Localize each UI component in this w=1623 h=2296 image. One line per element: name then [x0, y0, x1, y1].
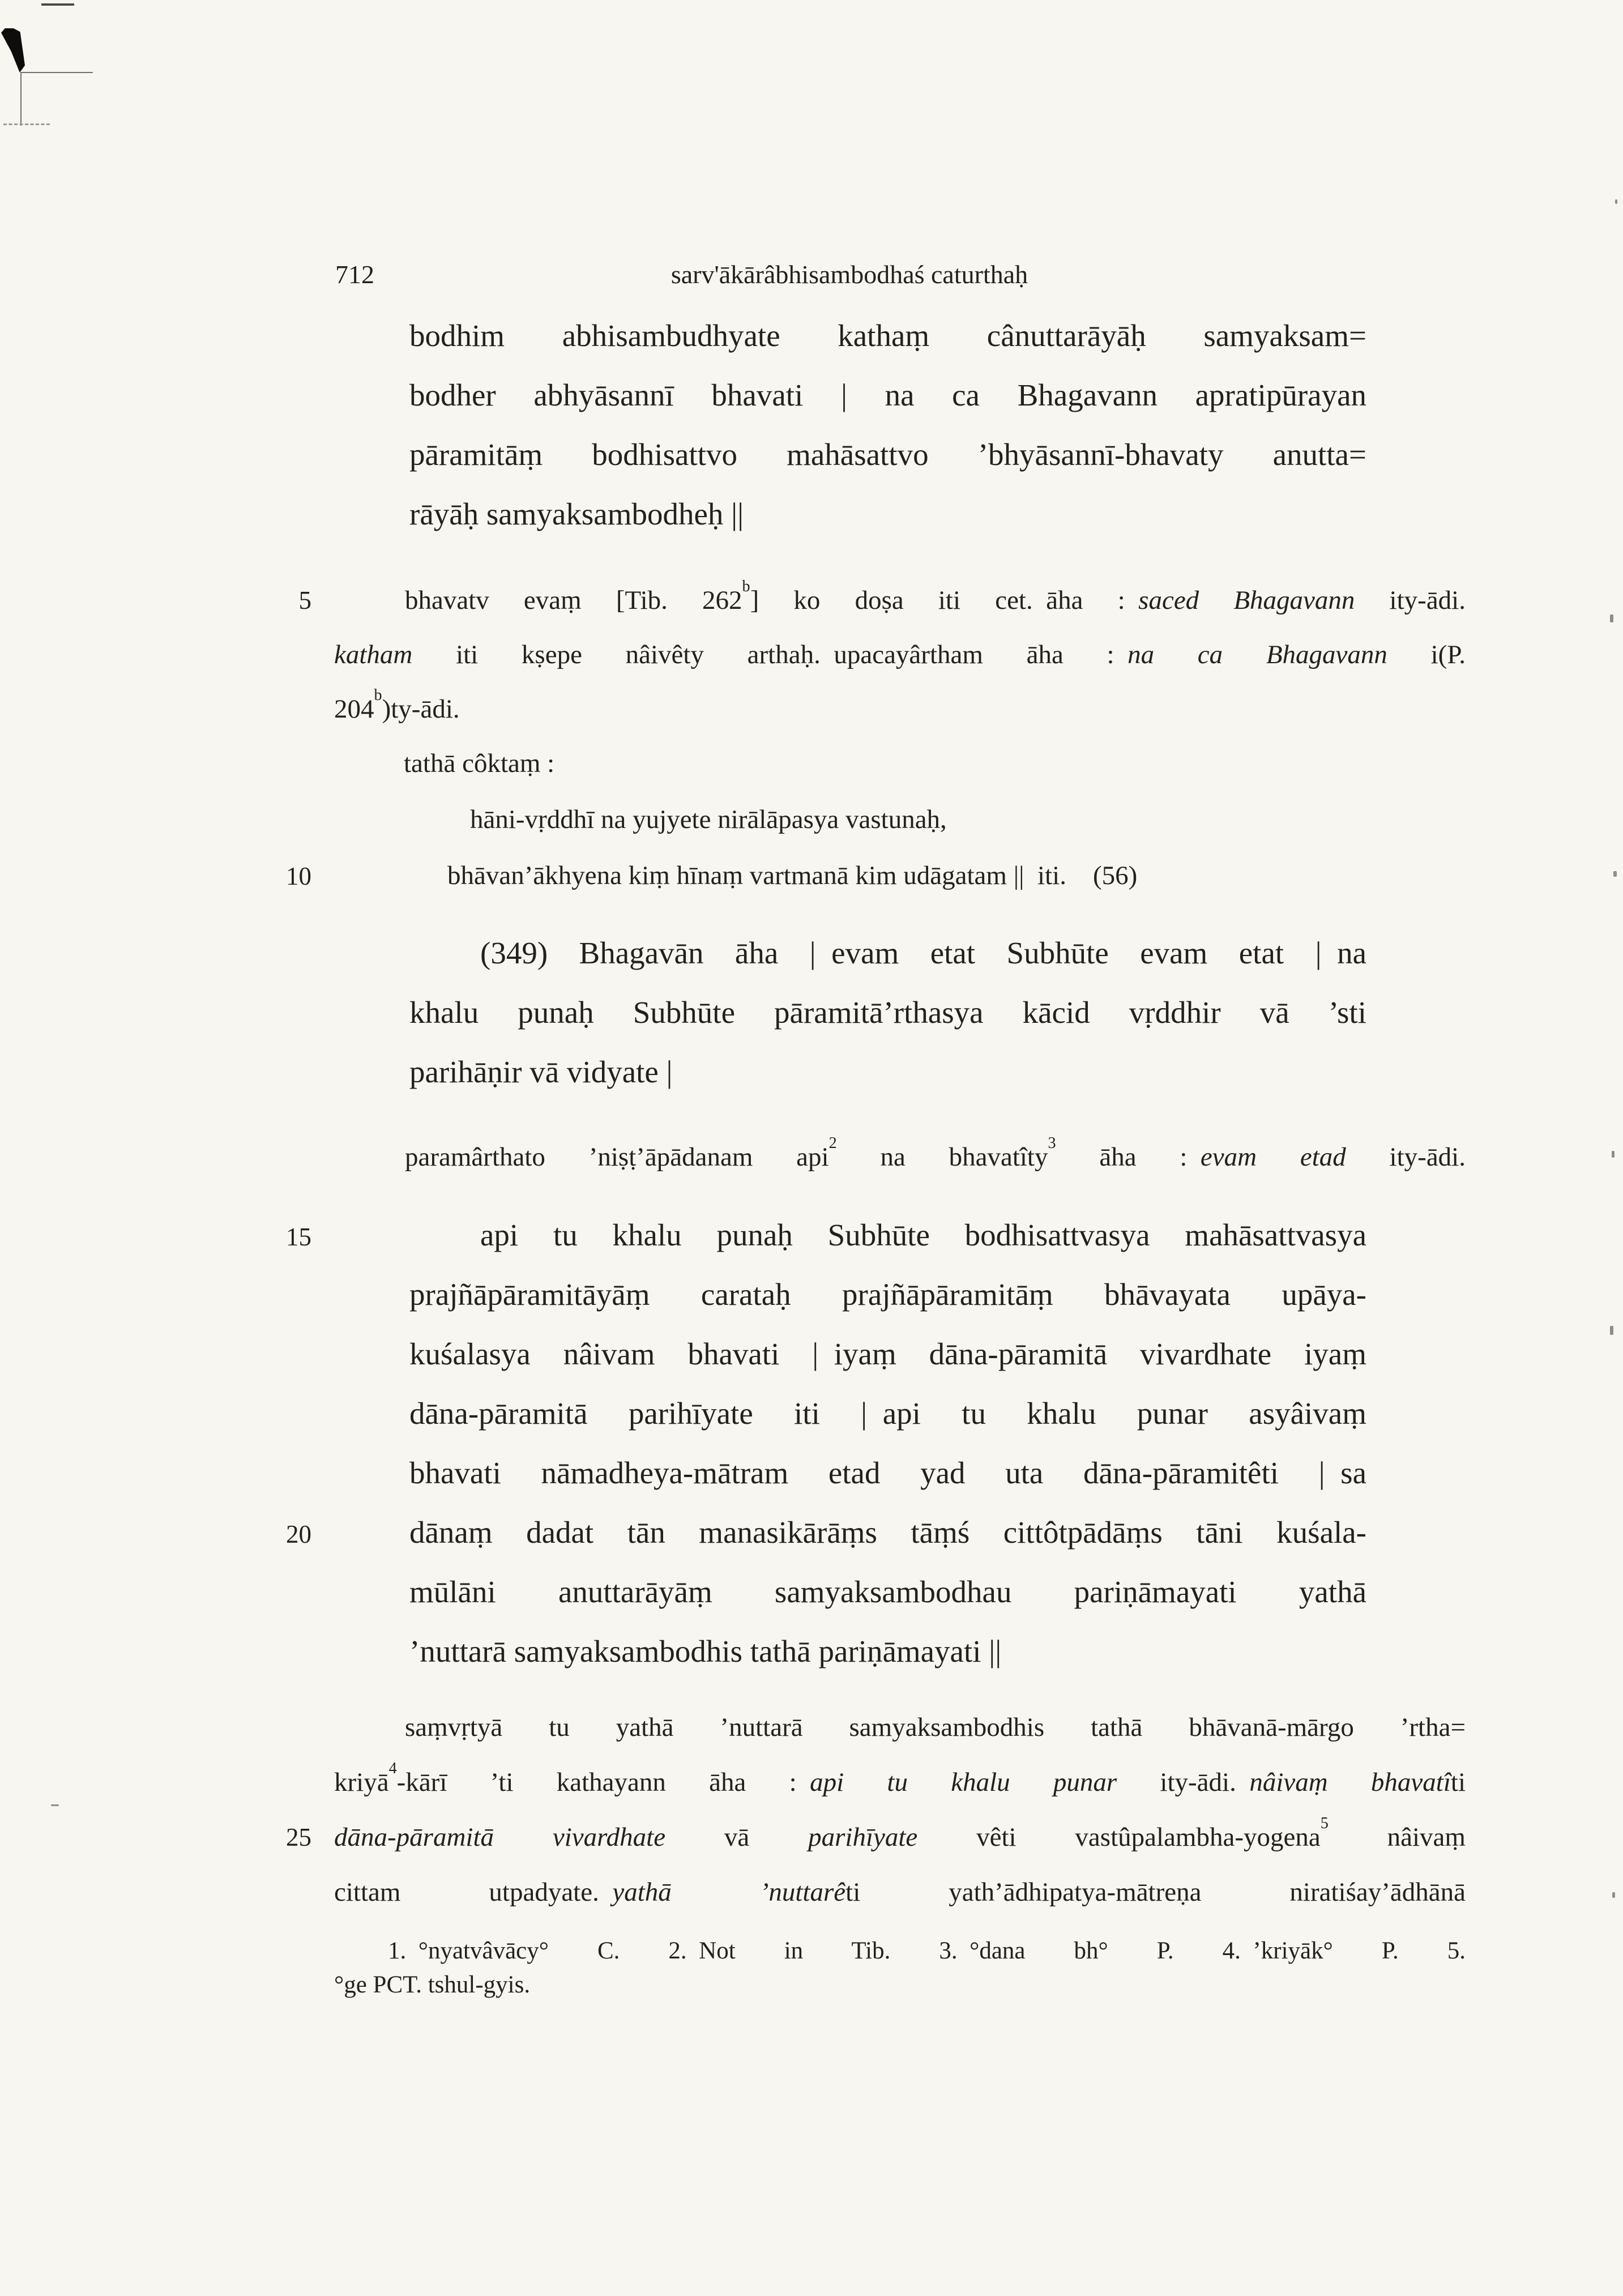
text-line: dāna-pāramitā parihīyate iti | api tu khalu punar asyâivaṃ: [409, 1396, 1366, 1431]
text-line: prajñāpāramitāyāṃ carataḥ prajñāpāramitāṃ bhāvayata upāya-: [409, 1277, 1366, 1312]
scan-artifact-speck: [51, 1804, 59, 1806]
commentary-paragraph-2: [334, 1130, 1466, 1184]
scan-artifact-corner-line: [20, 72, 93, 73]
scan-artifact-dash: [41, 3, 74, 6]
sutra-quote-349: [409, 923, 1366, 1102]
verse-introduction: [404, 736, 1423, 791]
text-line: cittam utpadyate. yathā ’nuttarêti yath’ādhipatya-mātreṇa niratiśay’ādhānā: [334, 1877, 1466, 1907]
text-line: api tu khalu punaḥ Subhūte bodhisattvasya mahāsattvasya: [480, 1218, 1366, 1252]
scan-artifact-speck: [1615, 199, 1617, 204]
footnote-line: °ge PCT. tshul-gyis.: [334, 1971, 531, 1998]
text-line: khalu punaḥ Subhūte pāramitā’rthasya kācid vṛddhir vā ’sti: [409, 995, 1366, 1030]
scan-artifact-speck: [1612, 1892, 1615, 1898]
margin-line-number-15: 15: [286, 1223, 311, 1251]
text-line: 204$^b$)ty-ādi.: [334, 686, 460, 724]
text-line: dānaṃ dadat tān manasikārāṃs tāṃś cittôtpādāṃs tāni kuśala-: [409, 1515, 1366, 1550]
text-line: kriyā$^4$-kārī ’ti kathayann āha : api tu khalu punar ity-ādi. nâivaṃ bhavatîti: [334, 1760, 1466, 1797]
text-line: paramârthato ’niṣṭ’āpādanam api$^2$ na bhavatîty$^3$ āha : evam etad ity-ādi.: [405, 1134, 1466, 1172]
footnote-line: 1. °nyatvâvācy° C. 2. Not in Tib. 3. °dana bh° P. 4. ’kriyāk° P. 5.: [388, 1937, 1466, 1964]
scan-artifact-speck: [1613, 871, 1617, 877]
text-line: (349) Bhagavān āha | evam etat Subhūte evam etat | na: [480, 936, 1366, 970]
scan-artifact-ink-mark: [1, 28, 25, 72]
sutra-quote-continuation: [409, 306, 1366, 544]
footnotes: [334, 1934, 1466, 2002]
margin-line-number-25: 25: [286, 1823, 311, 1851]
text-line: saṃvṛtyā tu yathā ’nuttarā samyaksambodhis tathā bhāvanā-mārgo ’rtha=: [405, 1713, 1466, 1742]
margin-line-number-20: 20: [286, 1520, 311, 1548]
text-line: dāna-pāramitā vivardhate vā parihīyate vêti vastûpalambha-yogena$^5$ nâivaṃ: [334, 1815, 1466, 1852]
verse-56: [447, 792, 1410, 904]
text-line: bodhim abhisambudhyate kathaṃ cânuttarāyāḥ samyaksam=: [409, 318, 1366, 353]
commentary-paragraph-3: [334, 1700, 1466, 1920]
text-line: katham iti kṣepe nâivêty arthaḥ. upacayârtham āha : na ca Bhagavann i(P.: [334, 640, 1466, 669]
scan-artifact-corner-line: [20, 72, 22, 126]
text-line: kuśalasya nâivam bhavati | iyaṃ dāna-pāramitā vivardhate iyaṃ: [409, 1337, 1366, 1371]
text-line: ’nuttarā samyaksambodhis tathā pariṇāmayati ||: [409, 1634, 1002, 1668]
text-line: bhavati nāmadheya-mātram etad yad uta dāna-pāramitêti | sa: [409, 1456, 1366, 1490]
text-line: bhāvan’ākhyena kiṃ hīnaṃ vartmanā kim udāgatam || iti. (56): [447, 861, 1138, 890]
page-number: 712: [335, 260, 374, 289]
margin-line-number-10: 10: [286, 862, 311, 890]
text-line: rāyāḥ samyaksambodheḥ ||: [409, 497, 744, 531]
scan-artifact-speck: [1610, 1326, 1613, 1335]
text-line: tathā côktaṃ :: [404, 749, 555, 778]
scan-artifact-speck: [1610, 614, 1613, 622]
margin-line-number-5: 5: [298, 586, 311, 614]
sutra-quote-api-tu: [409, 1205, 1366, 1681]
scan-artifact-dashed-line: [3, 123, 50, 125]
text-line: bodher abhyāsannī bhavati | na ca Bhagavann apratipūrayan: [409, 378, 1366, 412]
commentary-paragraph-1: [334, 573, 1466, 736]
running-head: sarv'ākārâbhisambodhaś caturthaḥ: [670, 260, 1028, 289]
text-line: mūlāni anuttarāyāṃ samyaksambodhau pariṇāmayati yathā: [409, 1574, 1366, 1609]
text-line: hāni-vṛddhī na yujyete nirālāpasya vastunaḥ,: [470, 805, 947, 834]
text-line: parihāṇir vā vidyate |: [409, 1055, 673, 1089]
scan-artifact-speck: [1612, 1151, 1615, 1158]
text-line: bhavatv evaṃ [Tib. 262$^b$] ko doṣa iti cet. āha : saced Bhagavann ity-ādi.: [405, 578, 1466, 615]
text-line: pāramitāṃ bodhisattvo mahāsattvo ’bhyāsannī-bhavaty anutta=: [409, 437, 1366, 472]
